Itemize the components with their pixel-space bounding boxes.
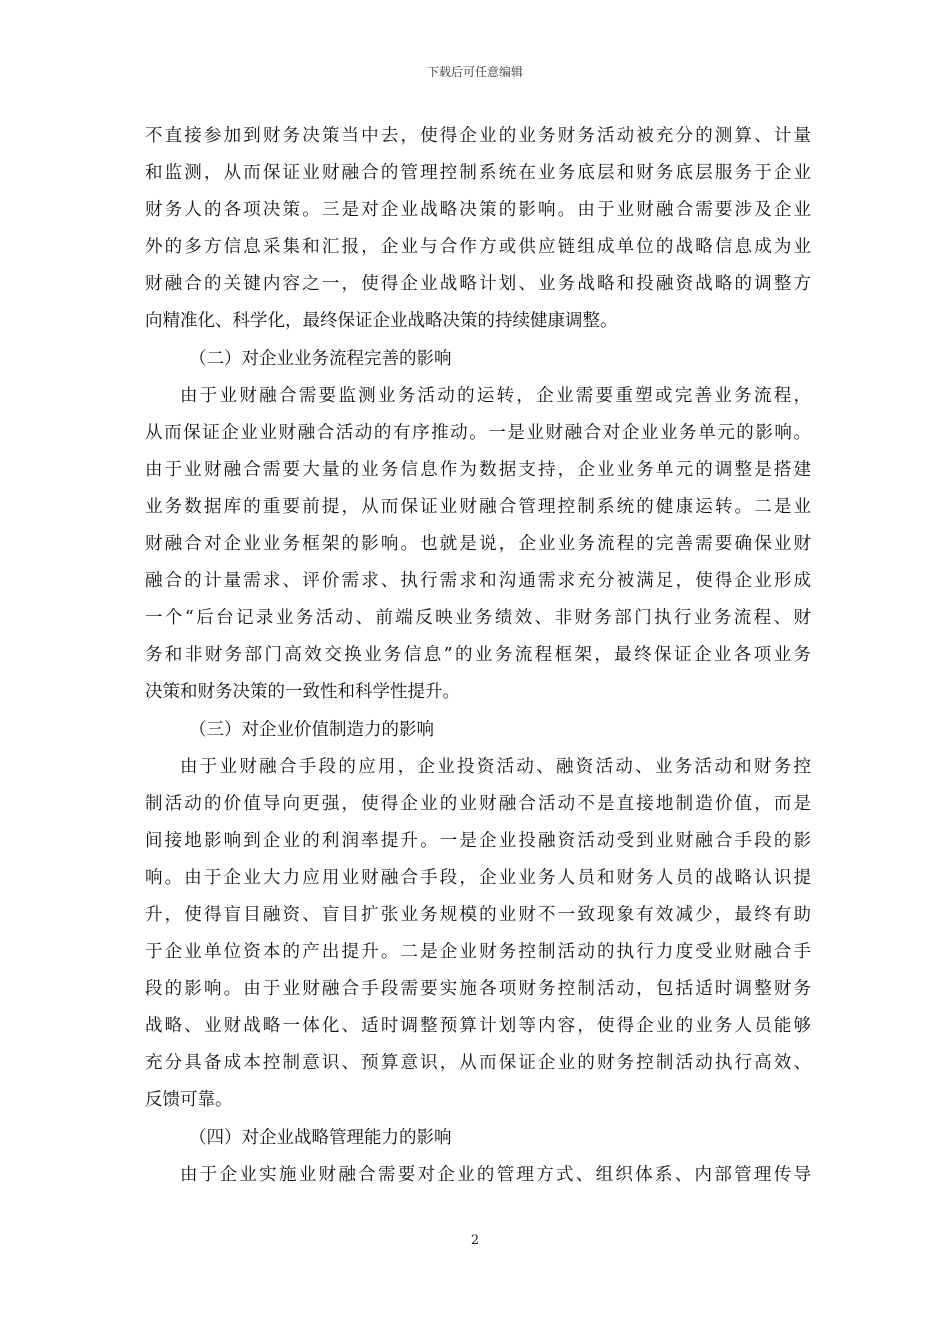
body-line: 一个“后台记录业务活动、前端反映业务绩效、非财务部门执行业务流程、财 bbox=[145, 608, 811, 629]
body-line: 充分具备成本控制意识、预算意识，从而保证企业的财务控制活动执行高效、 bbox=[145, 1053, 811, 1074]
section-heading: （三）对企业价值制造力的影响 bbox=[189, 719, 434, 740]
body-line: 制活动的价值导向更强，使得企业的业财融合活动不是直接地制造价值，而是 bbox=[145, 793, 811, 814]
body-line: 间接地影响到企业的利润率提升。一是企业投融资活动受到业财融合手段的影 bbox=[145, 830, 811, 851]
body-line: 从而保证企业业财融合活动的有序推动。一是业财融合对企业业务单元的影响。 bbox=[145, 422, 811, 443]
body-line: 战略、业财战略一体化、适时调整预算计划等内容，使得企业的业务人员能够 bbox=[145, 1016, 811, 1037]
body-line: 响。由于企业大力应用业财融合手段，企业业务人员和财务人员的战略认识提 bbox=[145, 867, 811, 888]
section-heading: （二）对企业业务流程完善的影响 bbox=[189, 348, 452, 369]
body-line: 决策和财务决策的一致性和科学性提升。 bbox=[145, 682, 460, 703]
body-line: 财融合的关键内容之一，使得企业战略计划、业务战略和投融资战略的调整方 bbox=[145, 274, 811, 295]
body-line: 段的影响。由于业财融合手段需要实施各项财务控制活动，包括适时调整财务 bbox=[145, 979, 811, 1000]
body-line: 务和非财务部门高效交换业务信息”的业务流程框架，最终保证企业各项业务 bbox=[145, 645, 811, 666]
body-line: 和监测，从而保证业财融合的管理控制系统在业务底层和财务底层服务于企业 bbox=[145, 163, 811, 184]
body-line: 向精准化、科学化，最终保证企业战略决策的持续健康调整。 bbox=[145, 311, 618, 332]
body-line: 反馈可靠。 bbox=[145, 1090, 233, 1111]
page-header: 下载后可任意编辑 bbox=[426, 65, 523, 79]
document-body bbox=[145, 118, 811, 1194]
body-line: 财务人的各项决策。三是对企业战略决策的影响。由于业财融合需要涉及企业 bbox=[145, 200, 811, 221]
body-line: 于企业单位资本的产出提升。二是企业财务控制活动的执行力度受业财融合手 bbox=[145, 942, 811, 963]
body-line: 财融合对企业业务框架的影响。也就是说，企业业务流程的完善需要确保业财 bbox=[145, 534, 811, 555]
section-heading: （四）对企业战略管理能力的影响 bbox=[189, 1127, 452, 1148]
body-line: 由于业财融合需要监测业务活动的运转，企业需要重塑或完善业务流程， bbox=[180, 385, 811, 406]
body-line: 由于业财融合手段的应用，企业投资活动、融资活动、业务活动和财务控 bbox=[180, 756, 811, 777]
body-line: 不直接参加到财务决策当中去，使得企业的业务财务活动被充分的测算、计量 bbox=[145, 126, 811, 146]
body-line: 融合的计量需求、评价需求、执行需求和沟通需求充分被满足，使得企业形成 bbox=[145, 571, 811, 592]
body-line: 外的多方信息采集和汇报，企业与合作方或供应链组成单位的战略信息成为业 bbox=[145, 237, 811, 258]
body-line: 由于企业实施业财融合需要对企业的管理方式、组织体系、内部管理传导 bbox=[180, 1164, 811, 1185]
body-line: 升，使得盲目融资、盲目扩张业务规模的业财不一致现象有效减少，最终有助 bbox=[145, 904, 811, 925]
page-number: 2 bbox=[470, 1233, 480, 1248]
body-line: 由于业财融合需要大量的业务信息作为数据支持，企业业务单元的调整是搭建 bbox=[145, 459, 811, 480]
body-line: 业务数据库的重要前提，从而保证业财融合管理控制系统的健康运转。二是业 bbox=[145, 496, 811, 517]
